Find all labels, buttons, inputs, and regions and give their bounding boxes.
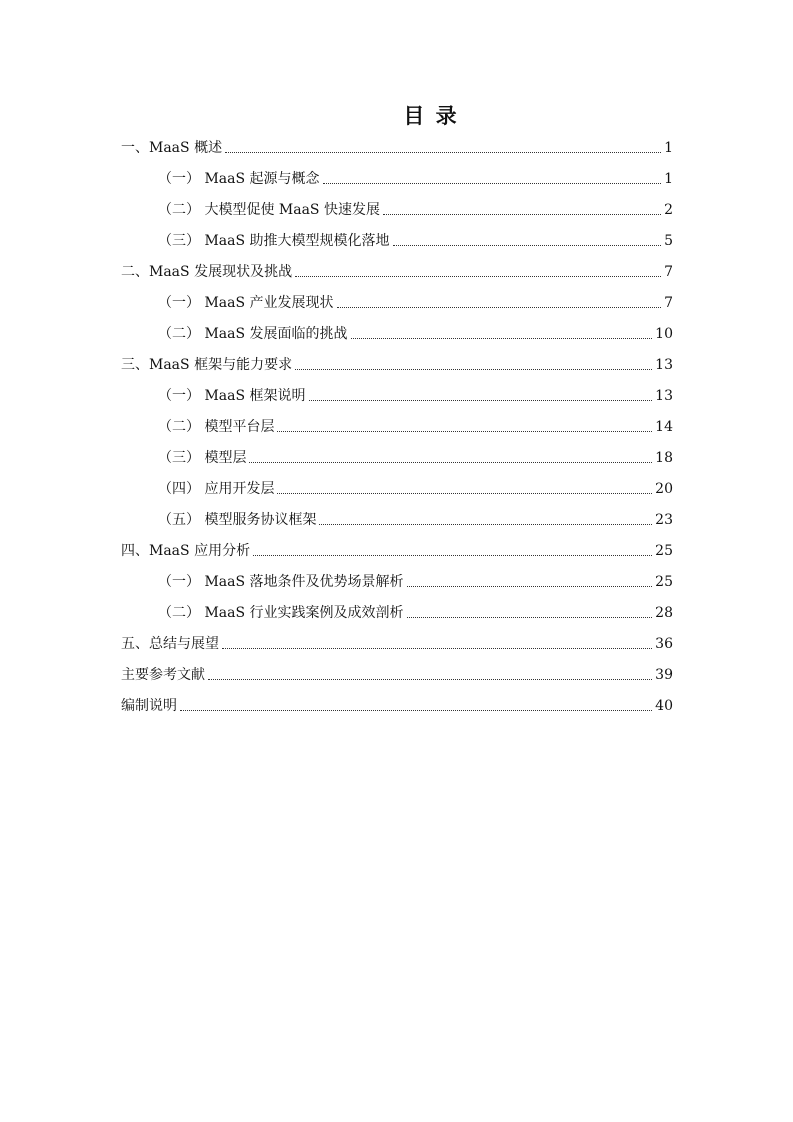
toc-leader-dots bbox=[295, 368, 652, 370]
toc-entry-label: 四、MaaS 应用分析 bbox=[121, 543, 251, 559]
toc-entry[interactable] bbox=[158, 195, 673, 226]
toc-entry-label: （二） 大模型促使 MaaS 快速发展 bbox=[158, 202, 380, 218]
toc-entry[interactable] bbox=[158, 443, 673, 474]
toc-entry-page-number: 10 bbox=[655, 326, 673, 342]
toc-leader-dots bbox=[319, 523, 652, 525]
toc-leader-dots bbox=[249, 461, 652, 463]
toc-entry[interactable] bbox=[158, 226, 673, 257]
toc-entry-page-number: 13 bbox=[655, 357, 673, 373]
toc-entry-page-number: 1 bbox=[664, 171, 673, 187]
toc-entry-page-number: 7 bbox=[664, 264, 673, 280]
toc-entry[interactable] bbox=[121, 536, 673, 567]
toc-entry[interactable] bbox=[158, 567, 673, 598]
toc-entry-page-number: 40 bbox=[655, 698, 673, 714]
toc-entry-label: （三） MaaS 助推大模型规模化落地 bbox=[158, 233, 390, 249]
toc-leader-dots bbox=[295, 275, 661, 277]
toc-leader-dots bbox=[383, 213, 661, 215]
toc-entry-page-number: 36 bbox=[655, 636, 673, 652]
toc-entry-page-number: 1 bbox=[664, 140, 673, 156]
toc-entry-page-number: 20 bbox=[655, 481, 673, 497]
toc-entry-page-number: 5 bbox=[664, 233, 673, 249]
toc-entry-label: （一） MaaS 框架说明 bbox=[158, 388, 306, 404]
toc-entry-page-number: 25 bbox=[655, 574, 673, 590]
toc-entry[interactable] bbox=[121, 350, 673, 381]
toc-entry-label: （四） 应用开发层 bbox=[158, 481, 275, 497]
toc-entry[interactable] bbox=[121, 257, 673, 288]
toc-entry-page-number: 14 bbox=[655, 419, 673, 435]
toc-entry[interactable] bbox=[158, 412, 673, 443]
toc-leader-dots bbox=[351, 337, 653, 339]
toc-entry-page-number: 25 bbox=[655, 543, 673, 559]
toc-leader-dots bbox=[180, 709, 652, 711]
toc-entry-label: 三、MaaS 框架与能力要求 bbox=[121, 357, 293, 373]
toc-entry-label: （二） MaaS 发展面临的挑战 bbox=[158, 326, 348, 342]
toc-entry-label: （二） MaaS 行业实践案例及成效剖析 bbox=[158, 605, 404, 621]
toc-leader-dots bbox=[309, 399, 653, 401]
toc-leader-dots bbox=[407, 585, 653, 587]
toc-leader-dots bbox=[208, 678, 652, 680]
toc-entry-label: （三） 模型层 bbox=[158, 450, 247, 466]
toc-leader-dots bbox=[277, 492, 652, 494]
toc-entry-label: （一） MaaS 落地条件及优势场景解析 bbox=[158, 574, 404, 590]
toc-leader-dots bbox=[323, 182, 662, 184]
toc-entry[interactable] bbox=[158, 381, 673, 412]
toc-entry-page-number: 7 bbox=[664, 295, 673, 311]
toc-leader-dots bbox=[407, 616, 653, 618]
toc-entry[interactable] bbox=[158, 474, 673, 505]
toc-leader-dots bbox=[393, 244, 662, 246]
page-title: 目 录 bbox=[403, 104, 459, 128]
toc-entry-label: 二、MaaS 发展现状及挑战 bbox=[121, 264, 293, 280]
toc-entry-page-number: 28 bbox=[655, 605, 673, 621]
toc-leader-dots bbox=[253, 554, 652, 556]
toc-entry[interactable] bbox=[158, 598, 673, 629]
toc-entry-page-number: 23 bbox=[655, 512, 673, 528]
toc-leader-dots bbox=[222, 647, 652, 649]
toc-entry-page-number: 2 bbox=[664, 202, 673, 218]
toc-entry-label: 编制说明 bbox=[121, 698, 177, 714]
toc-entry[interactable] bbox=[158, 164, 673, 195]
toc-entry[interactable] bbox=[158, 505, 673, 536]
toc-entry[interactable] bbox=[121, 660, 673, 691]
toc-entry-label: （二） 模型平台层 bbox=[158, 419, 275, 435]
toc-entry-label: 五、总结与展望 bbox=[121, 636, 219, 652]
toc-leader-dots bbox=[337, 306, 662, 308]
toc-entry-label: （一） MaaS 产业发展现状 bbox=[158, 295, 334, 311]
toc-entry[interactable] bbox=[121, 629, 673, 660]
toc-leader-dots bbox=[225, 151, 661, 153]
toc-entry-label: （五） 模型服务协议框架 bbox=[158, 512, 317, 528]
toc-leader-dots bbox=[277, 430, 652, 432]
toc-entry[interactable] bbox=[158, 319, 673, 350]
toc-entry-page-number: 13 bbox=[655, 388, 673, 404]
toc-entry-page-number: 18 bbox=[655, 450, 673, 466]
toc-entry[interactable] bbox=[121, 691, 673, 722]
toc-entry-label: （一） MaaS 起源与概念 bbox=[158, 171, 320, 187]
toc-entry-page-number: 39 bbox=[655, 667, 673, 683]
toc-entry-label: 主要参考文献 bbox=[121, 667, 205, 683]
toc-entry[interactable] bbox=[158, 288, 673, 319]
toc-entry[interactable] bbox=[121, 133, 673, 164]
toc-entry-label: 一、MaaS 概述 bbox=[121, 140, 223, 156]
